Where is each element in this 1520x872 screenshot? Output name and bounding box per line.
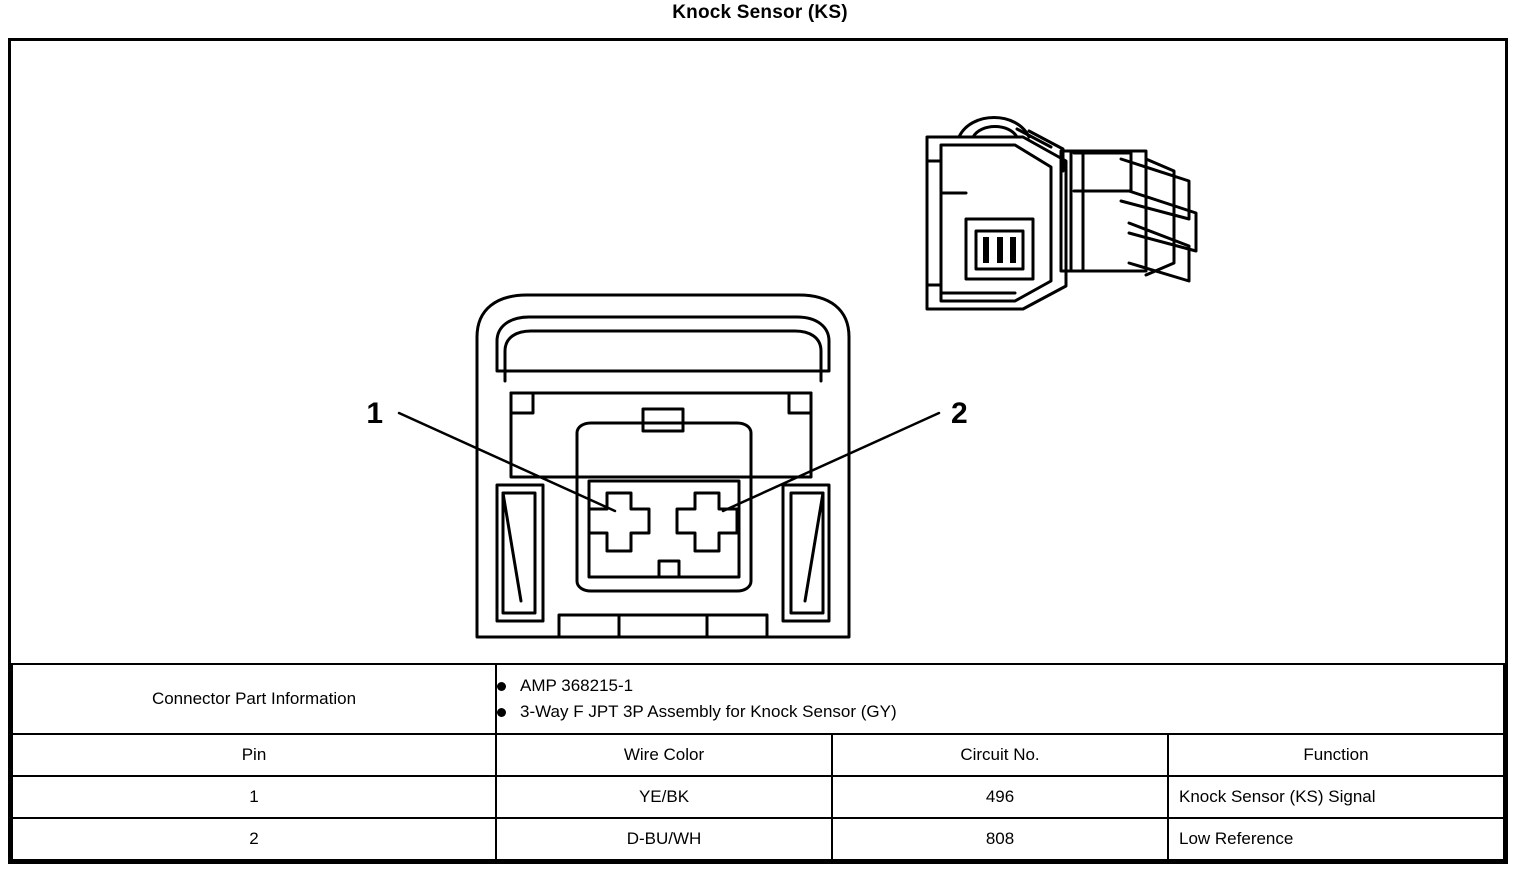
cell-circuit-no: 808 [832, 818, 1168, 860]
callout-label-1: 1 [366, 397, 383, 430]
connector-illustration-svg [11, 41, 1505, 659]
column-header-pin: Pin [12, 734, 496, 776]
cell-wire-color: D-BU/WH [496, 818, 832, 860]
cell-circuit-no: 496 [832, 776, 1168, 818]
connector-part-information-item-text: 3-Way F JPT 3P Assembly for Knock Sensor (GY) [520, 702, 897, 721]
callout-leader-2 [723, 413, 939, 511]
connector-part-information-item [497, 699, 1503, 725]
connector-part-information-list [496, 664, 1504, 734]
cell-function: Knock Sensor (KS) Signal [1168, 776, 1504, 818]
connector-part-information-label: Connector Part Information [12, 664, 496, 734]
bullet-icon [497, 682, 506, 691]
cell-pin: 2 [12, 818, 496, 860]
connector-part-information-item [497, 673, 1503, 699]
table-row [12, 776, 1504, 818]
callout-label-2: 2 [951, 397, 968, 430]
column-header-circuit-no: Circuit No. [832, 734, 1168, 776]
cell-wire-color: YE/BK [496, 776, 832, 818]
cell-pin: 1 [12, 776, 496, 818]
callout-leader-1 [399, 413, 615, 511]
column-header-wire-color: Wire Color [496, 734, 832, 776]
connector-info-table [11, 663, 1505, 861]
knock-sensor-connector-front-view [477, 295, 849, 637]
page-title: Knock Sensor (KS) [672, 2, 848, 23]
diagram-frame [8, 38, 1508, 864]
illustration-area [11, 41, 1505, 659]
cell-function: Low Reference [1168, 818, 1504, 860]
knock-sensor-connector-side-view [927, 118, 1196, 310]
bullet-icon [497, 708, 506, 717]
pin-table-header-row [12, 734, 1504, 776]
column-header-function: Function [1168, 734, 1504, 776]
connector-part-information-item-text: AMP 368215-1 [520, 676, 634, 695]
table-row [12, 818, 1504, 860]
connector-part-information-row [12, 664, 1504, 734]
